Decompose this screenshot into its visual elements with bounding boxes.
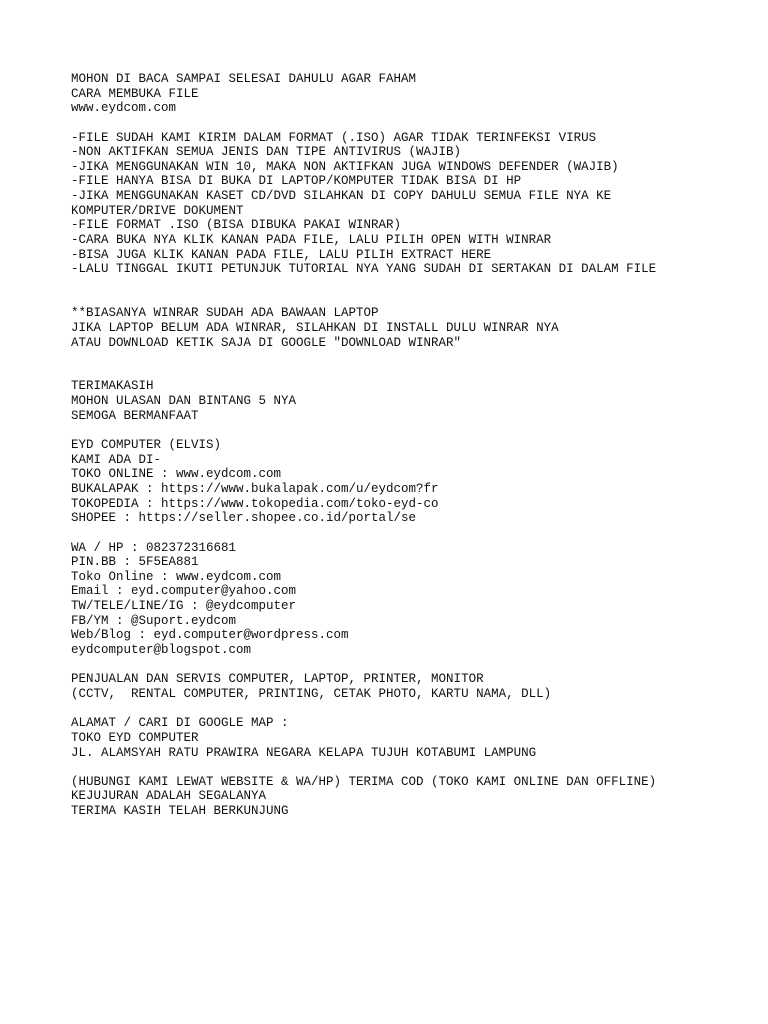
contact-line: TW/TELE/LINE/IG : @eydcomputer — [71, 599, 297, 614]
instruction-line: -LALU TINGGAL IKUTI PETUNJUK TUTORIAL NYA YANG SUDAH DI SERTAKAN DI DALAM FILE — [71, 262, 657, 277]
service-line: (CCTV, RENTAL COMPUTER, PRINTING, CETAK PHOTO, KARTU NAMA, DLL) — [71, 686, 552, 701]
intro-line: MOHON DI BACA SAMPAI SELESAI DAHULU AGAR FAHAM — [71, 72, 417, 86]
contacts-block — [71, 541, 761, 658]
address-line: JL. ALAMSYAH RATU PRAWIRA NEGARA KELAPA TUJUH KOTABUMI LAMPUNG — [71, 745, 537, 760]
instructions-block — [71, 131, 761, 277]
thanks-line: MOHON ULASAN DAN BINTANG 5 NYA — [71, 394, 297, 409]
contact-line: PIN.BB : 5F5EA881 — [71, 555, 199, 570]
closing-line: (HUBUNGI KAMI LEWAT WEBSITE & WA/HP) TERIMA COD (TOKO KAMI ONLINE DAN OFFLINE) — [71, 774, 657, 789]
closing-line: TERIMA KASIH TELAH BERKUNJUNG — [71, 804, 289, 819]
store-line: TOKO ONLINE : www.eydcom.com — [71, 467, 282, 482]
instruction-line: -JIKA MENGGUNAKAN KASET CD/DVD SILAHKAN DI COPY DAHULU SEMUA FILE NYA KE — [71, 189, 612, 204]
instruction-line: -CARA BUKA NYA KLIK KANAN PADA FILE, LALU PILIH OPEN WITH WINRAR — [71, 233, 552, 248]
instruction-line: -FILE SUDAH KAMI KIRIM DALAM FORMAT (.ISO) AGAR TIDAK TERINFEKSI VIRUS — [71, 130, 597, 145]
thanks-line: TERIMAKASIH — [71, 379, 154, 394]
winrar-note-line: ATAU DOWNLOAD KETIK SAJA DI GOOGLE "DOWNLOAD WINRAR" — [71, 335, 462, 350]
services-block — [71, 672, 761, 701]
address-block — [71, 716, 761, 760]
store-line: SHOPEE : https://seller.shopee.co.id/portal/se — [71, 511, 417, 526]
thanks-line: SEMOGA BERMANFAAT — [71, 408, 199, 423]
contact-line: eydcomputer@blogspot.com — [71, 643, 252, 658]
instruction-line: -NON AKTIFKAN SEMUA JENIS DAN TIPE ANTIVIRUS (WAJIB) — [71, 145, 462, 160]
store-line: EYD COMPUTER (ELVIS) — [71, 438, 222, 453]
instruction-line: -JIKA MENGGUNAKAN WIN 10, MAKA NON AKTIFKAN JUGA WINDOWS DEFENDER (WAJIB) — [71, 159, 619, 174]
intro-link: www.eydcom.com — [71, 101, 177, 116]
address-line: TOKO EYD COMPUTER — [71, 730, 199, 745]
address-line: ALAMAT / CARI DI GOOGLE MAP : — [71, 716, 289, 731]
document-body — [71, 72, 761, 819]
stores-block — [71, 438, 761, 526]
intro-line: CARA MEMBUKA FILE — [71, 86, 199, 101]
winrar-note-block — [71, 306, 761, 350]
closing-line: KEJUJURAN ADALAH SEGALANYA — [71, 789, 267, 804]
winrar-note-line: **BIASANYA WINRAR SUDAH ADA BAWAAN LAPTOP — [71, 306, 379, 321]
instruction-line: KOMPUTER/DRIVE DOKUMENT — [71, 203, 244, 218]
instruction-line: -FILE FORMAT .ISO (BISA DIBUKA PAKAI WINRAR) — [71, 218, 402, 233]
contact-line: FB/YM : @Suport.eydcom — [71, 613, 237, 628]
service-line: PENJUALAN DAN SERVIS COMPUTER, LAPTOP, PRINTER, MONITOR — [71, 672, 484, 687]
contact-line: Web/Blog : eyd.computer@wordpress.com — [71, 628, 349, 643]
instruction-line: -BISA JUGA KLIK KANAN PADA FILE, LALU PILIH EXTRACT HERE — [71, 247, 492, 262]
contact-line: Email : eyd.computer@yahoo.com — [71, 584, 297, 599]
thanks-block — [71, 379, 761, 423]
store-line: KAMI ADA DI- — [71, 452, 162, 467]
contact-line: Toko Online : www.eydcom.com — [71, 569, 282, 584]
store-line: TOKOPEDIA : https://www.tokopedia.com/toko-eyd-co — [71, 496, 439, 511]
store-line: BUKALAPAK : https://www.bukalapak.com/u/eydcom?fr — [71, 481, 439, 496]
instruction-line: -FILE HANYA BISA DI BUKA DI LAPTOP/KOMPUTER TIDAK BISA DI HP — [71, 174, 522, 189]
intro-block — [71, 72, 761, 116]
contact-line: WA / HP : 082372316681 — [71, 540, 237, 555]
winrar-note-line: JIKA LAPTOP BELUM ADA WINRAR, SILAHKAN DI INSTALL DULU WINRAR NYA — [71, 320, 559, 335]
closing-block — [71, 775, 761, 819]
